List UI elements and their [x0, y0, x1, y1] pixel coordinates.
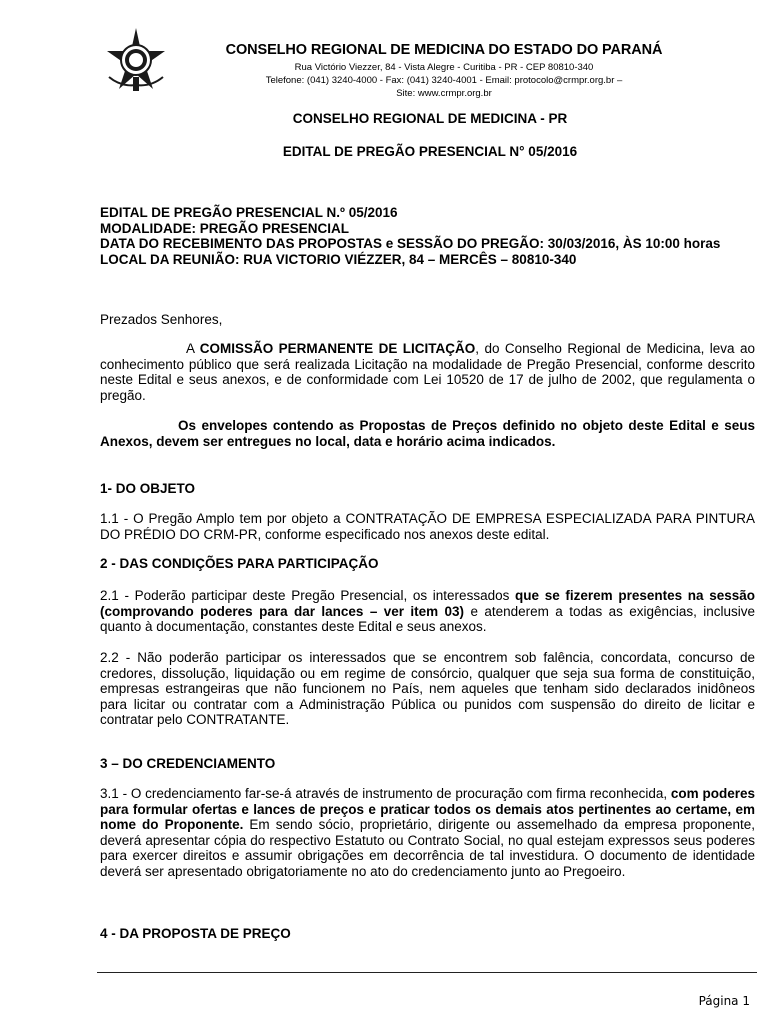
- brazil-coat-of-arms-seal: [103, 27, 169, 93]
- s3-p1-a: 3.1 - O credenciamento far-se-á através de instrumento de procuração com firma reconhecida,: [100, 786, 671, 801]
- intro-paragraph-2: [100, 418, 755, 449]
- page-number: Página 1: [698, 994, 750, 1008]
- s2-p1-b: que se fizerem presentes na sessão (comprovando poderes para dar lances – ver item 03): [100, 588, 755, 619]
- info-local: LOCAL DA REUNIÃO: RUA VICTORIO VIÉZZER, 84 – MERCÊS – 80810-340: [100, 251, 577, 267]
- council-contact: Telefone: (041) 3240-4000 - Fax: (041) 3240-4001 - Email: protocolo@crmpr.org.br –: [265, 75, 623, 86]
- letterhead: [200, 42, 688, 100]
- footer-divider: [97, 972, 757, 973]
- section-1-1: 1.1 - O Pregão Amplo tem por objeto a CONTRATAÇÃO DE EMPRESA ESPECIALIZADA PARA PINTURA DO PRÉDIO DO CRM-PR, conforme especificado nos anexos deste edital.: [100, 511, 755, 542]
- info-data: DATA DO RECEBIMENTO DAS PROPOSTAS e SESSÃO DO PREGÃO: 30/03/2016, ÀS 10:00 horas: [100, 236, 721, 252]
- council-site: Site: www.crmpr.org.br: [396, 88, 492, 99]
- intro-paragraph-1: [100, 341, 755, 403]
- s3-p1-b: com poderes para formular ofertas e lances de preços e praticar todos os demais atos pertinentes ao certame, em nome do Proponente.: [100, 786, 755, 833]
- s2-p1-c: e atenderem a todas as exigências, inclusive quanto à documentação, constantes deste Edital e seus anexos.: [100, 603, 755, 635]
- heading-edital: EDITAL DE PREGÃO PRESENCIAL N° 05/2016: [282, 144, 578, 159]
- council-address: Rua Victório Viezzer, 84 - Vista Alegre - Curitiba - PR - CEP 80810-340: [294, 62, 594, 73]
- s2-p1-a: 2.1 - Poderão participar deste Pregão Presencial, os interessados: [100, 588, 516, 603]
- s3-p1-c: Em sendo sócio, proprietário, dirigente ou assemelhado da empresa proponente, deverá apresentar cópia do respectivo Estatuto ou Contrato Social, no qual estejam expressos seus poderes para exercer direitos e assumir obrigações em decorrência de tal investidura. O documento de identidade deverá ser apresentado obrigatoriamente no ato do credenciamento junto ao Pregoeiro.: [100, 817, 755, 879]
- section-3-1: [100, 786, 755, 880]
- section-2-2: 2.2 - Não poderão participar os interessados que se encontrem sob falência, concordata, concurso de credores, dissolução, liquidação ou em regime de consórcio, qualquer que seja sua forma de constituição, empresas estrangeiras que não funcionem no País, nem aqueles que tenham sido declarados inidôneos para licitar ou contratar com a Administração Pública ou punidos com suspensão do direito de licitar e contratar pelo CONTRATANTE.: [100, 650, 755, 728]
- intro-p1-a: A: [186, 341, 200, 356]
- council-title: CONSELHO REGIONAL DE MEDICINA DO ESTADO DO PARANÁ: [225, 42, 663, 58]
- section-2-1: [100, 588, 755, 635]
- info-edital: EDITAL DE PREGÃO PRESENCIAL N.º 05/2016: [100, 205, 398, 220]
- heading-council: CONSELHO REGIONAL DE MEDICINA - PR: [292, 111, 568, 126]
- edital-info-block: [100, 205, 755, 267]
- section-3-title: 3 – DO CREDENCIAMENTO: [100, 756, 276, 771]
- section-2-title: 2 - DAS CONDIÇÕES PARA PARTICIPAÇÃO: [100, 556, 379, 571]
- intro-p1-commission: COMISSÃO PERMANENTE DE LICITAÇÃO: [199, 341, 476, 356]
- greeting: Prezados Senhores,: [100, 312, 223, 327]
- section-4-title: 4 - DA PROPOSTA DE PREÇO: [100, 926, 291, 941]
- section-1-title: 1- DO OBJETO: [100, 481, 196, 496]
- info-modalidade: MODALIDADE: PREGÃO PRESENCIAL: [100, 220, 350, 236]
- intro-p2-text: Os envelopes contendo as Propostas de Preços definido no objeto deste Edital e seus Anexos, devem ser entregues no local, data e horário acima indicados.: [100, 418, 755, 449]
- intro-p1-c: , do Conselho Regional de Medicina, leva ao conhecimento público que será realizada Licitação na modalidade de Pregão Presencial, conforme descrito neste Edital e seus anexos, e de conformidade com Lei 10520 de 17 de julho de 2002, que regulamenta o pregão.: [100, 341, 755, 403]
